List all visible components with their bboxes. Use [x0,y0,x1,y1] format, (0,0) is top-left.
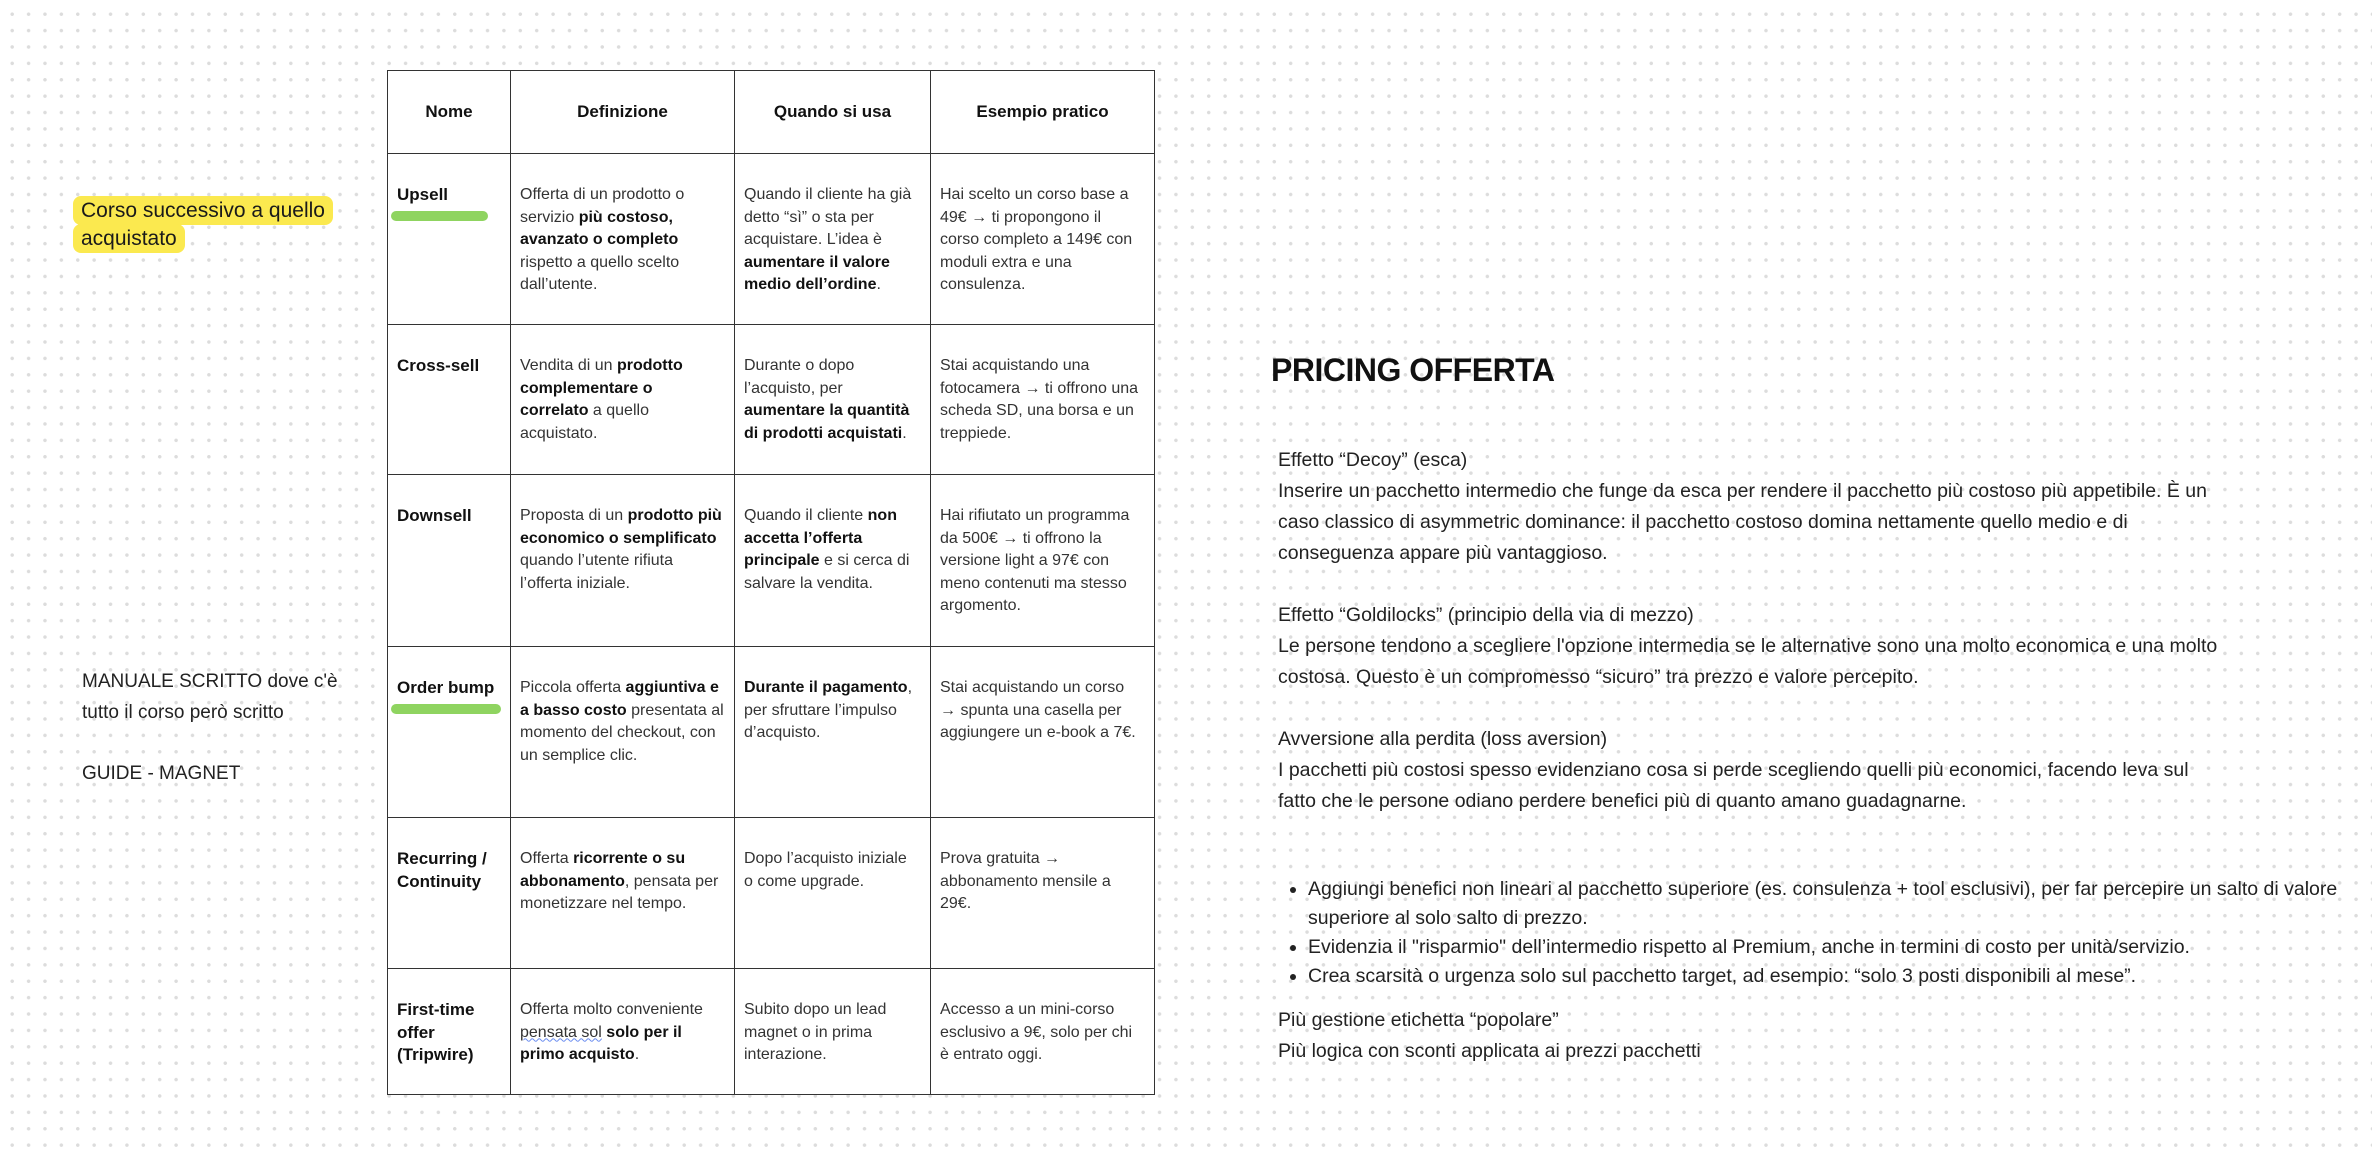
bold-text: per il primo acquisto [520,1023,682,1064]
bold-text: aumentare il valore medio dell’ordine [744,253,890,294]
bold-text: Durante il pagamento [744,679,908,696]
header-nome: Nome [388,71,511,154]
cell-definizione [511,325,735,475]
manuale-note[interactable] [82,666,338,728]
table-row [388,818,1155,969]
bold-text: prodotto complementare o correlato [520,357,683,420]
text: e si cerca di salvare la vendita. [744,552,910,592]
manuale-note-line2: tutto il corso però scritto [82,702,284,723]
offers-table[interactable] [387,70,1155,1095]
bold-text: non accetta l’offerta principale [744,507,897,570]
table-header-row [388,71,1155,154]
bold-text: prodotto più economico o semplificato [520,507,722,547]
sticky-note-text: Corso successivo a quello acquistato [73,196,333,253]
text: . [902,424,907,442]
offer-name: Upsell [397,185,449,204]
text: Piccola offerta [520,679,626,696]
cell-nome [388,818,511,969]
manuale-note-line1: MANUALE SCRITTO dove c'è [82,671,338,692]
text: Dopo l’acquisto iniziale o come upgrade. [744,850,907,890]
text: Prova gratuita → abbonamento mensile a 29€. [940,850,1111,913]
text: Vendita di un [520,357,617,374]
pricing-note: Più gestione etichetta “popolare” [1278,1009,1559,1031]
cell-nome [388,647,511,818]
cell-quando [735,325,931,475]
cell-definizione [511,475,735,647]
sticky-note[interactable] [73,197,353,253]
text: , per sfruttare l’impulso d’acquisto. [744,679,913,742]
bold-text: ricorrente o su abbonamento [520,850,686,890]
spellcheck-text: pensata sol [520,1023,602,1041]
tip-item: • Evidenzia il "risparmio" dell’intermedio rispetto al Premium, anche in termini di costo per unità/servizio. [1308,933,2338,962]
offer-name: Order bump [397,678,495,697]
cell-definizione [511,969,735,1095]
text: a quello acquistato. [520,402,649,442]
text: Offerta molto conveniente [520,1001,703,1018]
cell-definizione [511,647,735,818]
tip-item: • Crea scarsità o urgenza solo sul pacchetto target, ad esempio: “solo 3 posti disponibili al mese”. [1308,962,2338,991]
cell-esempio [931,969,1155,1095]
cell-definizione [511,154,735,325]
tips-list [1278,875,2338,991]
header-quando: Quando si usa [735,71,931,154]
offer-name: Cross-sell [397,356,480,375]
guide-magnet-note[interactable]: GUIDE - MAGNET [82,763,241,784]
cell-quando [735,969,931,1095]
header-definizione: Definizione [511,71,735,154]
text: Stai acquistando un corso → spunta una casella per aggiungere un e-book a 7€. [940,679,1136,742]
pricing-section [1278,600,2218,693]
section-body: Le persone tendono a scegliere l'opzione intermedia se le alternative sono una molto economica e una molto costosa. Questo è un compromesso “sicuro” tra prezzo e valore percepito. [1278,635,2218,688]
text: Quando il cliente [744,507,868,524]
text: quando l’utente rifiuta l’offerta iniziale. [520,552,673,592]
text: Quando il cliente ha già detto “sì” o sta per acquistare. L’idea è [744,186,912,249]
table-row [388,475,1155,647]
pricing-title: PRICING OFFERTA [1271,352,1555,388]
header-esempio: Esempio pratico [931,71,1155,154]
cell-esempio [931,647,1155,818]
pricing-content [1278,445,2338,1067]
cell-esempio [931,818,1155,969]
text: Hai rifiutato un programma da 500€ → ti offrono la versione light a 97€ con meno contenuti ma stesso argomento. [940,507,1130,615]
green-highlight-marker [391,704,501,714]
text: presentata al momento del checkout, con un semplice clic. [520,701,724,764]
text: . [876,276,881,294]
bold-text: solo [606,1023,640,1041]
text: Offerta di un prodotto o servizio [520,186,685,226]
pricing-section [1278,445,2218,569]
text: Accesso a un mini-corso esclusivo a 9€, solo per chi è entrato oggi. [940,1001,1133,1064]
section-heading: Effetto “Decoy” (esca) [1278,449,1468,471]
section-heading: Effetto “Goldilocks” (principio della via di mezzo) [1278,604,1694,626]
text: Offerta [520,850,574,867]
cell-quando [735,475,931,647]
text: Stai acquistando una fotocamera → ti offrono una scheda SD, una borsa e un treppiede. [940,357,1139,442]
text: rispetto a quello scelto dall’utente. [520,253,680,294]
cell-esempio [931,475,1155,647]
text: . [634,1046,640,1064]
bold-text: aumentare la quantità di prodotti acquistati [744,402,910,442]
text: Subito dopo un lead magnet o in prima interazione. [744,1001,887,1064]
cell-nome [388,475,511,647]
cell-esempio [931,154,1155,325]
pricing-note: Più logica con sconti applicata ai prezzi pacchetti [1278,1040,1701,1062]
section-body: I pacchetti più costosi spesso evidenziano cosa si perde scegliendo quelli più economici, facendo leva sul fatto che le persone odiano perdere benefici più di quanto amano guadagnarne. [1278,759,2189,812]
cell-nome [388,969,511,1095]
cell-quando [735,647,931,818]
offer-name: Downsell [397,506,472,525]
table-row [388,969,1155,1095]
section-heading: Avversione alla perdita (loss aversion) [1278,728,1608,750]
bold-text: più costoso, avanzato o completo [520,208,679,249]
table-row [388,154,1155,325]
green-highlight-marker [391,211,488,221]
text: , pensata per monetizzare nel tempo. [520,872,719,913]
text: Proposta di un [520,507,628,524]
cell-nome [388,154,511,325]
table-row [388,325,1155,475]
text: Durante o dopo l’acquisto, per [744,357,855,397]
bold-text: aggiuntiva e a basso costo [520,679,719,719]
pricing-section [1278,724,2218,817]
cell-nome [388,325,511,475]
cell-quando [735,154,931,325]
offer-name: Recurring / Continuity [397,849,487,891]
section-body: Inserire un pacchetto intermedio che funge da esca per rendere il pacchetto più costoso più appetibile. È un caso classico di asymmetric dominance: il pacchetto costoso domina nettamente quello medio e di conseguenza appare più vantaggioso. [1278,480,2208,564]
text: Hai scelto un corso base a 49€ → ti propongono il corso completo a 149€ con moduli extra e una consulenza. [940,186,1133,294]
cell-esempio [931,325,1155,475]
tip-item: • Aggiungi benefici non lineari al pacchetto superiore (es. consulenza + tool esclusivi), per far percepire un salto di valore superiore al solo salto di prezzo. [1308,875,2338,933]
cell-definizione [511,818,735,969]
table-row [388,647,1155,818]
offer-name: First-time offer (Tripwire) [397,1000,475,1065]
cell-quando [735,818,931,969]
